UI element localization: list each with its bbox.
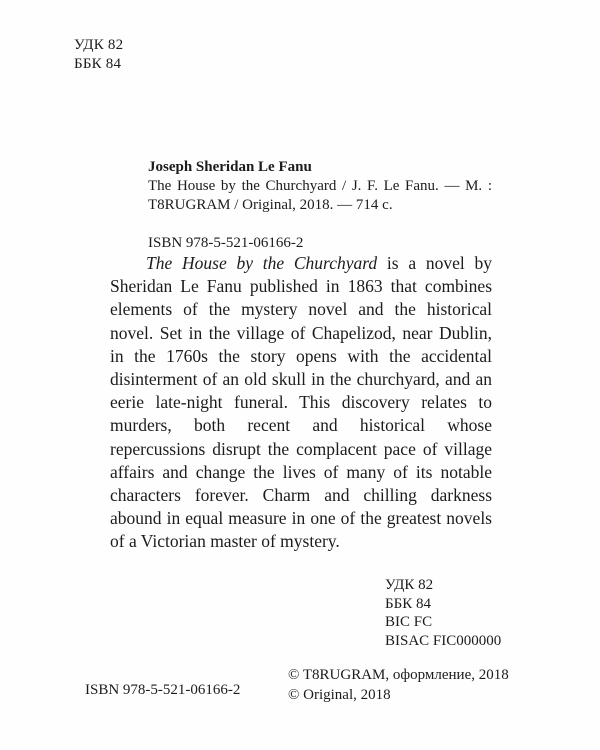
annotation-paragraph (110, 252, 492, 554)
biblio-entry-line2: T8RUGRAM / Original, 2018. — 714 с. (148, 197, 393, 213)
isbn-footer: ISBN 978-5-521-06166-2 (85, 682, 241, 698)
annotation-body-text: is a novel by Sheridan Le Fanu published in 1863 that combines elements of the mystery novel and the historical novel. Set in the village of Chapelizod, near Dublin, in the 1760s the story opens with the accidental disinterment of an old skull in the churchyard, and an eerie late-night funeral. This discovery relates to murders, both recent and historical whose repercussions disrupt the complacent pace of village affairs and change the lives of many of its notable characters forever. Charm and chilling darkness abound in equal measure in one of the greatest novels of a Victorian master of mystery. (110, 253, 492, 552)
bic-code: BIC FC (385, 614, 433, 630)
udk-code: УДК 82 (385, 577, 434, 593)
bibliographic-entry (148, 158, 492, 253)
copyright-publisher: © T8RUGRAM, оформление, 2018 (288, 667, 509, 683)
isbn-top: ISBN 978-5-521-06166-2 (148, 235, 304, 251)
classification-codes-block (385, 576, 501, 650)
copyright-block (288, 666, 509, 705)
author-name: Joseph Sheridan Le Fanu (148, 159, 312, 175)
udk-code-top: УДК 82 (74, 37, 124, 53)
bbk-code-top: ББК 84 (74, 56, 122, 72)
copyright-original: © Original, 2018 (288, 686, 391, 703)
top-classification-codes (74, 36, 123, 74)
bbk-code: ББК 84 (385, 595, 431, 612)
annotation-title-italic: The House by the Churchyard (146, 253, 378, 273)
annotation-block (110, 252, 492, 554)
biblio-entry-line1: The House by the Churchyard / J. F. Le Fanu. — М. : (148, 178, 492, 194)
bisac-code: BISAC FIC000000 (385, 632, 502, 649)
